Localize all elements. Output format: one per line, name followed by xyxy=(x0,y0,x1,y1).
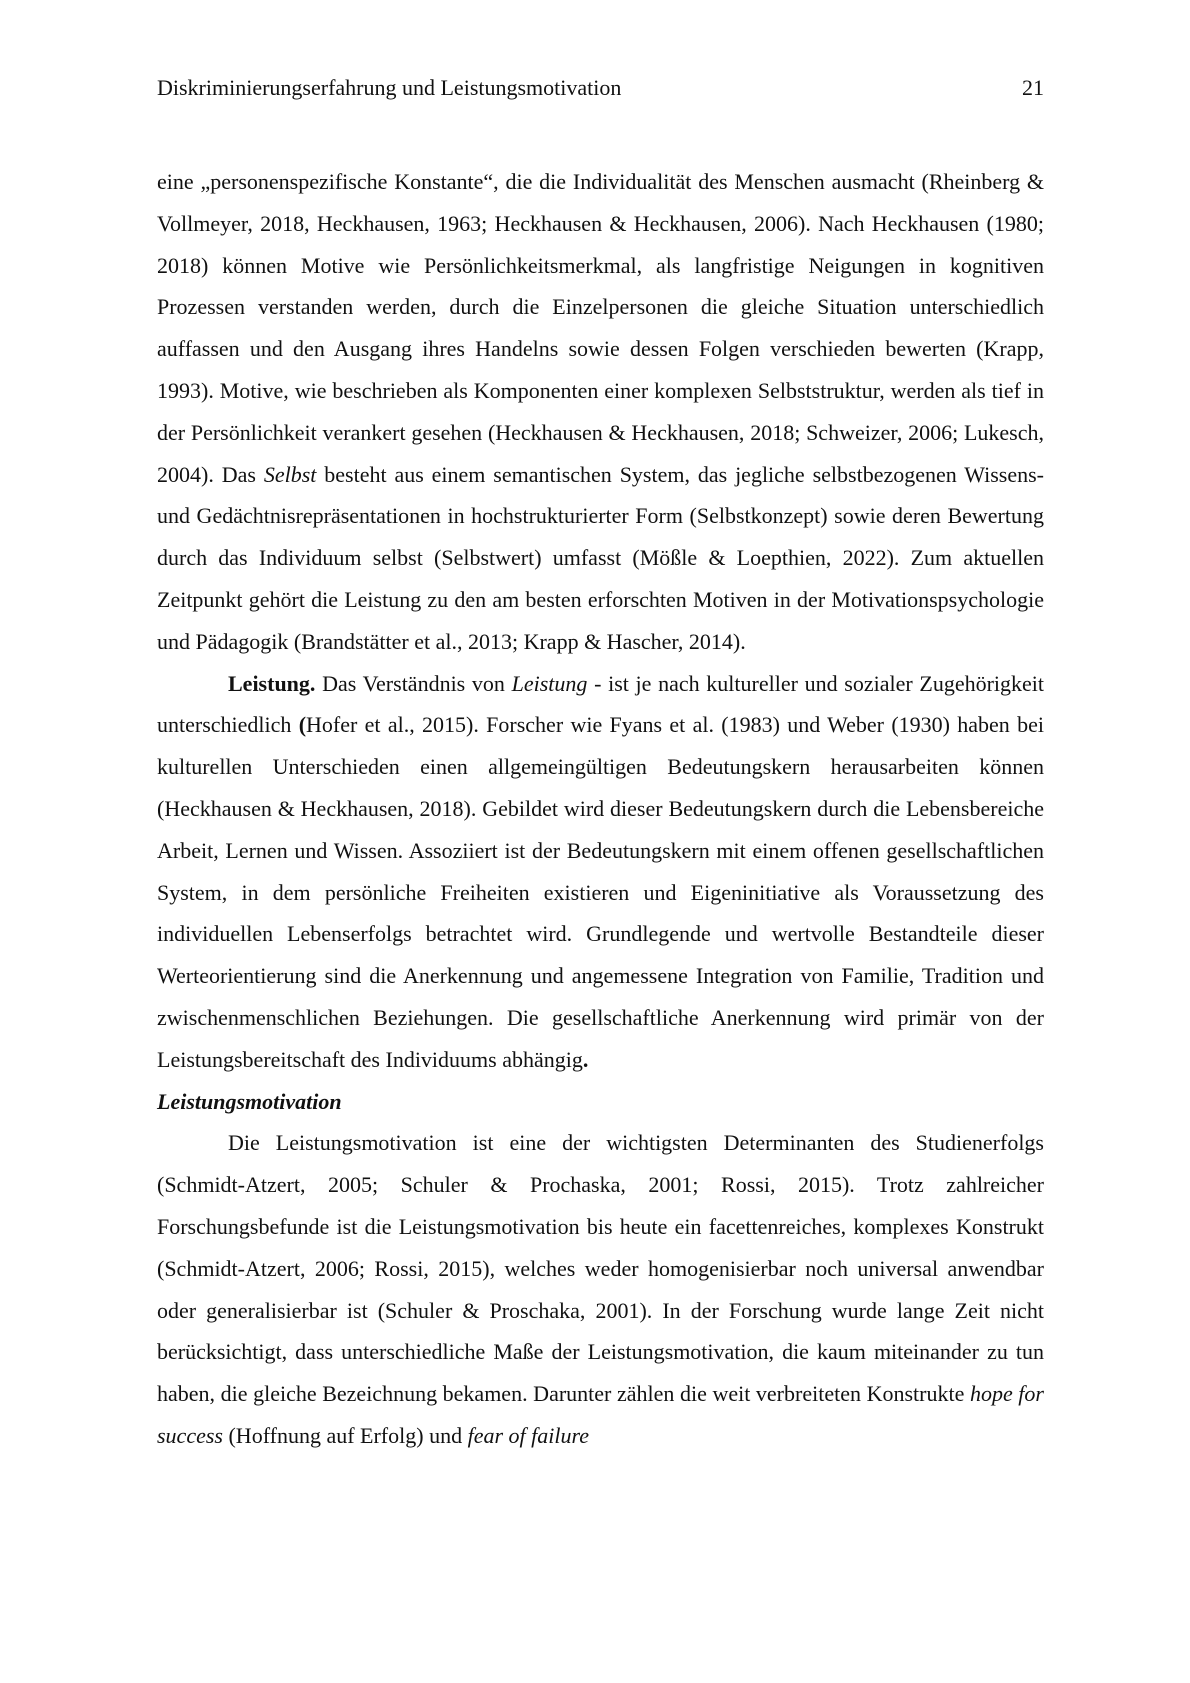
text-run: eine „personenspezifische Konstante“, die die Individualität des Menschen ausmacht (Rheinberg & Vollmeyer, 2018, Heckhausen, 1963; Heckhausen & Heckhausen, 2006). Nach Heckhausen (1980; 2018) können Motive wie Persönlichkeitsmerkmal, als langfristige Neigungen in kognitiven Prozessen verstanden werden, durch die Einzelpersonen die gleiche Situation unterschiedlich auffassen und den Ausgang ihres Handelns sowie dessen Folgen verschieden bewerten (Krapp, 1993). Motive, wie beschrieben als Komponenten einer komplexen Selbststruktur, werden als tief in der Persönlichkeit verankert gesehen (Heckhausen & Heckhausen, 2018; Schweizer, 2006; Lukesch, 2004). Das xyxy=(157,169,1044,487)
section-heading: Leistungsmotivation xyxy=(157,1088,342,1114)
bold-parenthesis: ( xyxy=(298,712,307,738)
text-run: (Hoffnung auf Erfolg) und xyxy=(222,1422,468,1448)
paragraph-leistung xyxy=(157,663,1044,1081)
italic-term: Selbst xyxy=(263,461,317,487)
text-run: Das Verständnis von xyxy=(315,670,512,696)
italic-term: fear of failure xyxy=(467,1422,589,1448)
running-head: Diskriminierungserfahrung und Leistungsmotivation xyxy=(157,75,622,100)
body-text xyxy=(157,161,1044,1457)
paragraph-leistungsmotivation xyxy=(157,1122,1044,1456)
paragraph-motives xyxy=(157,161,1044,663)
italic-term: hope for success xyxy=(157,1381,1044,1448)
page-number: 21 xyxy=(1022,75,1044,100)
italic-term: Leistung xyxy=(511,670,588,696)
text-run: besteht aus einem semantischen System, das jegliche selbstbezogenen Wissens- und Gedächtnisrepräsentationen in hochstrukturierter Form (Selbstkonzept) sowie deren Bewertung durch das Individuum selbst (Selbstwert) umfasst (Mößle & Loepthien, 2022). Zum aktuellen Zeitpunkt gehört die Leistung zu den am besten erforschten Motiven in der Motivationspsychologie und Pädagogik (Brandstätter et al., 2013; Krapp & Hascher, 2014). xyxy=(157,461,1045,654)
text-run: Die Leistungsmotivation ist eine der wichtigsten Determinanten des Studienerfolgs (Schmidt-Atzert, 2005; Schuler & Prochaska, 2001; Rossi, 2015). Trotz zahlreicher Forschungsbefunde ist die Leistungsmotivation bis heute ein facettenreiches, komplexes Konstrukt (Schmidt-Atzert, 2006; Rossi, 2015), welches weder homogenisierbar noch universal anwendbar oder generalisierbar ist (Schuler & Proschaka, 2001). In der Forschung wurde lange Zeit nicht berücksichtigt, dass unterschiedliche Maße der Leistungsmotivation, die kaum miteinander zu tun haben, die gleiche Bezeichnung bekamen. Darunter zählen die weit verbreiteten Konstrukte xyxy=(157,1130,1044,1407)
bold-period: . xyxy=(582,1046,589,1072)
text-run: - ist je nach kultureller und sozialer Zugehörigkeit unterschiedlich xyxy=(157,670,1045,738)
page-header xyxy=(157,72,1044,104)
text-run: Hofer et al., 2015). Forscher wie Fyans et al. (1983) und Weber (1930) haben bei kulturellen Unterschieden einen allgemeingültigen Bedeutungskern herausarbeiten können (Heckhausen & Heckhausen, 2018). Gebildet wird dieser Bedeutungskern durch die Lebensbereiche Arbeit, Lernen und Wissen. Assoziiert ist der Bedeutungskern mit einem offenen gesellschaftlichen System, in dem persönliche Freiheiten existieren und Eigeninitiative als Voraussetzung des individuellen Lebenserfolgs betrachtet wird. Grundlegende und wertvolle Bestandteile dieser Werteorientierung sind die Anerkennung und angemessene Integration von Familie, Tradition und zwischenmenschlichen Beziehungen. Die gesellschaftliche Anerkennung wird primär von der Leistungsbereitschaft des Individuums abhängig xyxy=(157,712,1044,1072)
run-in-heading: Leistung. xyxy=(228,670,316,696)
